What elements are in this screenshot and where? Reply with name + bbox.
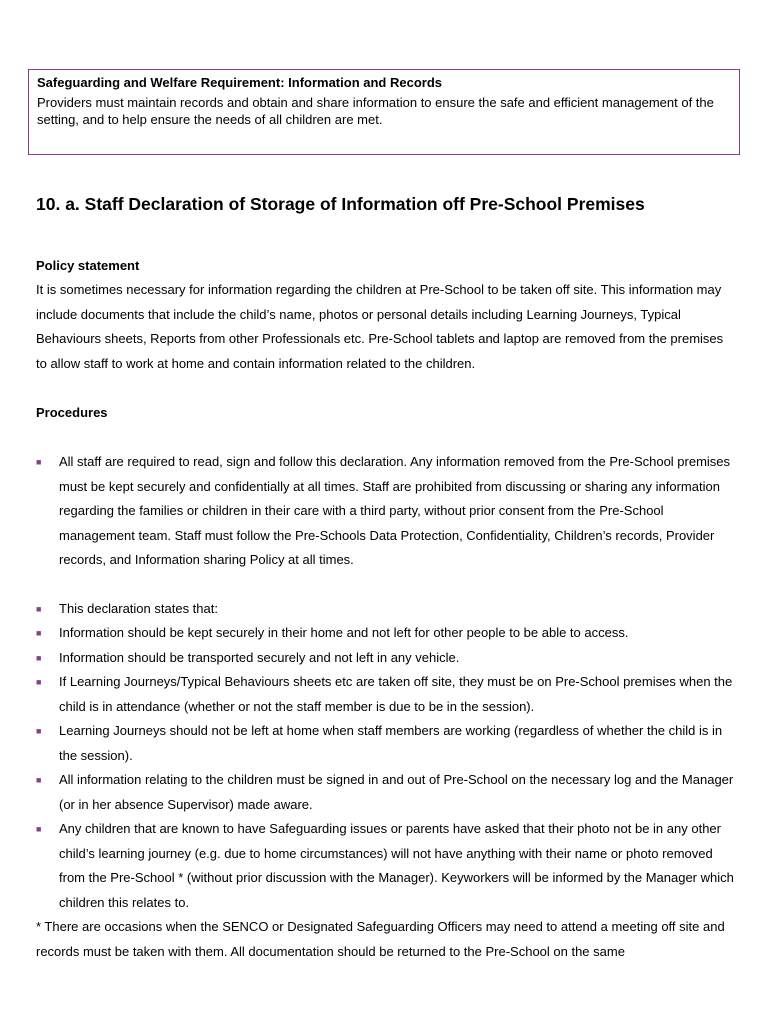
bullet-icon: ■	[36, 457, 42, 467]
list-item-text: Learning Journeys should not be left at home when staff members are working (regardless of whether the child is in the session).	[59, 723, 723, 763]
list-item	[36, 719, 736, 768]
requirement-title: Safeguarding and Welfare Requirement: Information and Records	[37, 75, 442, 90]
list-item-text: All information relating to the children must be signed in and out of Pre-School on the necessary log and the Manager (or in her absence Supervisor) made aware.	[59, 772, 734, 812]
list-item	[36, 670, 736, 719]
list-item	[36, 817, 736, 915]
bullet-icon: ■	[36, 628, 42, 638]
requirement-box	[28, 69, 740, 155]
list-item-text: Information should be kept securely in their home and not left for other people to be able to access.	[59, 625, 629, 640]
list-item	[36, 597, 736, 622]
document-title: 10. a. Staff Declaration of Storage of Information off Pre-School Premises	[36, 194, 645, 214]
policy-heading: Policy statement	[36, 258, 140, 273]
bullet-icon: ■	[36, 775, 42, 785]
list-item	[36, 621, 736, 646]
list-item-text: All staff are required to read, sign and follow this declaration. Any information removed from the Pre-School premises must be kept securely and confidentially at all times. Staff are prohibited from discussing or sharing any information regarding the families or children in their care with a third party, without prior consent from the Pre-School management team. Staff must follow the Pre-Schools Data Protection, Confidentiality, Children’s records, Provider records, and Information sharing Policy at all times.	[59, 454, 731, 567]
bullet-icon: ■	[36, 604, 42, 614]
requirement-text: Providers must maintain records and obtain and share information to ensure the safe and efficient management of the setting, and to help ensure the needs of all children are met.	[37, 95, 714, 127]
policy-text: It is sometimes necessary for information regarding the children at Pre-School to be taken off site. This information may include documents that include the child’s name, photos or personal details including Learning Journeys, Typical Behaviours sheets, Reports from other Professionals etc. Pre-School tablets and laptop are removed from the premises to allow staff to work at home and contain information related to the children.	[36, 282, 724, 371]
list-item-text: If Learning Journeys/Typical Behaviours sheets etc are taken off site, they must be on Pre-School premises when the child is in attendance (whether or not the staff member is due to be in the session).	[59, 674, 733, 714]
list-item	[36, 450, 736, 573]
list-item	[36, 646, 736, 671]
list-item-text: Any children that are known to have Safeguarding issues or parents have asked that their photo not be in any other child’s learning journey (e.g. due to home circumstances) will not have anything with their name or photo removed from the Pre-School * (without prior discussion with the Manager). Keyworkers will be informed by the Manager which children this relates to.	[59, 821, 734, 910]
bullet-icon: ■	[36, 677, 42, 687]
list-item	[36, 768, 736, 817]
list-item-text: This declaration states that:	[59, 601, 218, 616]
footnote-text: * There are occasions when the SENCO or Designated Safeguarding Officers may need to attend a meeting off site and records must be taken with them. All documentation should be returned to the Pre-School on the same	[36, 919, 725, 959]
bullet-icon: ■	[36, 653, 42, 663]
procedures-heading: Procedures	[36, 405, 108, 420]
bullet-icon: ■	[36, 726, 42, 736]
list-item-text: Information should be transported securely and not left in any vehicle.	[59, 650, 460, 665]
bullet-icon: ■	[36, 824, 42, 834]
